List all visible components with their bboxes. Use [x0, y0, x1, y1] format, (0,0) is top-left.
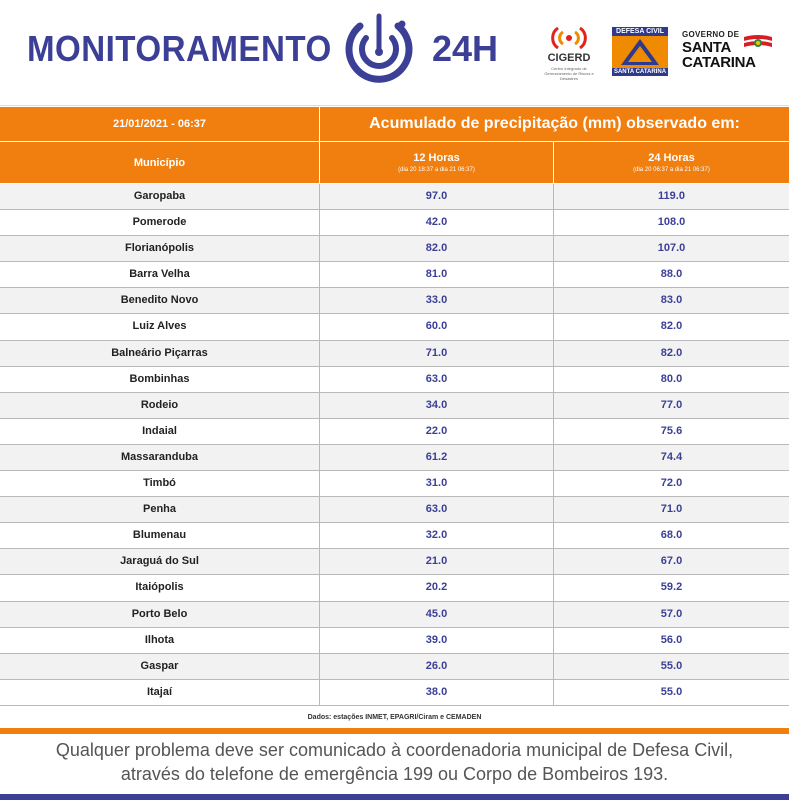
- column-header-municipio: Município: [0, 142, 320, 183]
- value-12h-cell: 38.0: [320, 680, 554, 705]
- value-24h-cell: 71.0: [660, 503, 683, 516]
- footer-line1: Qualquer problema deve ser comunicado à coordenadoria municipal de Defesa Civil,: [55, 740, 734, 760]
- table-title-row: [0, 107, 789, 142]
- municipio-cell: Pomerode: [0, 210, 320, 235]
- municipio-cell: Benedito Novo: [0, 288, 320, 313]
- table-row: [0, 497, 789, 523]
- value-12h-cell: 42.0: [320, 210, 554, 235]
- defesa-civil-top: DEFESA CIVIL: [612, 27, 668, 36]
- brand-24h: 24H: [432, 28, 499, 69]
- value-24h-cell: 67.0: [660, 555, 683, 568]
- value-24h-cell: 82.0: [660, 346, 683, 359]
- column-24h-range: (dia 20 06:37 a dia 21 06:37): [633, 167, 710, 173]
- value-24h-cell: 75.6: [660, 424, 683, 437]
- value-12h-cell: 71.0: [320, 341, 554, 366]
- municipio-cell: Timbó: [0, 471, 320, 496]
- report-datetime: 21/01/2021 - 06:37: [0, 107, 320, 141]
- value-24h-cell: 119.0: [658, 190, 685, 202]
- defesa-civil-logo: [612, 27, 668, 76]
- municipio-cell: Porto Belo: [0, 602, 320, 627]
- column-header-12h: [320, 142, 554, 183]
- table-row: [0, 236, 789, 262]
- table-row: [0, 341, 789, 367]
- table-row: [0, 445, 789, 471]
- table-body: [0, 184, 789, 706]
- municipio-cell: Itajaí: [0, 680, 320, 705]
- municipio-cell: Itaiópolis: [0, 575, 320, 600]
- table-row: [0, 549, 789, 575]
- value-24h-cell: 55.0: [660, 685, 683, 698]
- table-row: [0, 419, 789, 445]
- municipio-cell: Massaranduba: [0, 445, 320, 470]
- value-24h-cell: 55.0: [660, 659, 683, 672]
- value-12h-cell: 39.0: [320, 628, 554, 653]
- municipio-cell: Luiz Alves: [0, 314, 320, 339]
- table-header-row: [0, 142, 789, 184]
- table-row: [0, 471, 789, 497]
- table-row: [0, 288, 789, 314]
- municipio-cell: Indaial: [0, 419, 320, 444]
- defesa-civil-triangle-icon: [612, 36, 668, 68]
- value-12h-cell: 20.2: [320, 575, 554, 600]
- value-24h-cell: 108.0: [657, 216, 686, 229]
- municipio-cell: Rodeio: [0, 393, 320, 418]
- municipio-cell: Ilhota: [0, 628, 320, 653]
- value-12h-cell: 34.0: [320, 393, 554, 418]
- sc-flag-icon: [744, 33, 772, 53]
- value-24h-cell: 57.0: [660, 607, 683, 620]
- table-row: [0, 262, 789, 288]
- value-12h-cell: 26.0: [320, 654, 554, 679]
- page-header: [0, 0, 789, 106]
- value-12h-cell: 33.0: [320, 288, 554, 313]
- municipio-cell: Bombinhas: [0, 367, 320, 392]
- value-24h-cell: 82.0: [660, 320, 683, 333]
- precipitation-table: [0, 107, 789, 706]
- municipio-cell: Blumenau: [0, 523, 320, 548]
- footer-notice: [0, 734, 789, 800]
- value-12h-cell: 82.0: [320, 236, 554, 261]
- governo-sc-logo: [682, 30, 774, 74]
- governo-line2: CATARINA: [682, 54, 756, 71]
- governo-line0: GOVERNO DE: [682, 30, 740, 39]
- value-24h-cell: 68.0: [660, 529, 683, 542]
- table-row: [0, 602, 789, 628]
- cigerd-name: CIGERD: [547, 52, 591, 64]
- value-24h-cell: 80.0: [660, 372, 683, 385]
- footer-line2: através do telefone de emergência 199 ou Corpo de Bombeiros 193.: [120, 764, 669, 784]
- municipio-cell: Barra Velha: [0, 262, 320, 287]
- table-row: [0, 575, 789, 601]
- table-row: [0, 367, 789, 393]
- brand-title: MONITORAMENTO: [27, 28, 332, 69]
- table-row: [0, 523, 789, 549]
- table-row: [0, 654, 789, 680]
- value-12h-cell: 81.0: [320, 262, 554, 287]
- cigerd-logo: [540, 22, 598, 82]
- defesa-civil-bottom: SANTA CATARINA: [613, 69, 667, 75]
- value-24h-cell: 77.0: [660, 398, 683, 411]
- value-24h-cell: 83.0: [660, 294, 683, 307]
- value-24h-cell: 56.0: [660, 633, 683, 646]
- value-12h-cell: 60.0: [320, 314, 554, 339]
- municipio-cell: Jaraguá do Sul: [0, 549, 320, 574]
- cigerd-signal-icon: [540, 22, 598, 52]
- value-12h-cell: 63.0: [320, 367, 554, 392]
- column-24h-title: 24 Horas: [648, 152, 695, 164]
- table-row: [0, 628, 789, 654]
- governo-line1: SANTA: [682, 39, 732, 56]
- radar-icon: [340, 10, 418, 88]
- column-header-24h: [554, 142, 789, 183]
- value-24h-cell: 74.4: [660, 450, 683, 463]
- value-12h-cell: 22.0: [320, 419, 554, 444]
- value-24h-cell: 59.2: [660, 581, 683, 594]
- value-12h-cell: 32.0: [320, 523, 554, 548]
- cigerd-subtitle: Centro Integrado de Gerenciamento de Riscos e Desastres: [544, 66, 594, 81]
- value-12h-cell: 31.0: [320, 471, 554, 496]
- table-row: [0, 680, 789, 706]
- table-row: [0, 393, 789, 419]
- municipio-cell: Penha: [0, 497, 320, 522]
- table-heading: Acumulado de precipitação (mm) observado em:: [369, 115, 740, 132]
- value-12h-cell: 61.2: [320, 445, 554, 470]
- value-12h-cell: 21.0: [320, 549, 554, 574]
- municipio-cell: Balneário Piçarras: [0, 341, 320, 366]
- municipio-cell: Garopaba: [0, 184, 320, 209]
- table-row: [0, 210, 789, 236]
- blue-divider: [0, 794, 789, 800]
- value-24h-cell: 72.0: [660, 477, 683, 490]
- data-source-note: Dados: estações INMET, EPAGRI/Ciram e CEMADEN: [0, 708, 789, 727]
- municipio-cell: Florianópolis: [0, 236, 320, 261]
- municipio-cell: Gaspar: [0, 654, 320, 679]
- value-12h-cell: 45.0: [320, 602, 554, 627]
- column-12h-title: 12 Horas: [413, 152, 460, 164]
- value-12h-cell: 97.0: [320, 184, 554, 209]
- column-12h-range: (dia 20 18:37 a dia 21 06:37): [398, 167, 475, 173]
- table-row: [0, 184, 789, 210]
- value-24h-cell: 88.0: [660, 268, 683, 281]
- value-24h-cell: 107.0: [657, 242, 686, 255]
- table-row: [0, 314, 789, 340]
- value-12h-cell: 63.0: [320, 497, 554, 522]
